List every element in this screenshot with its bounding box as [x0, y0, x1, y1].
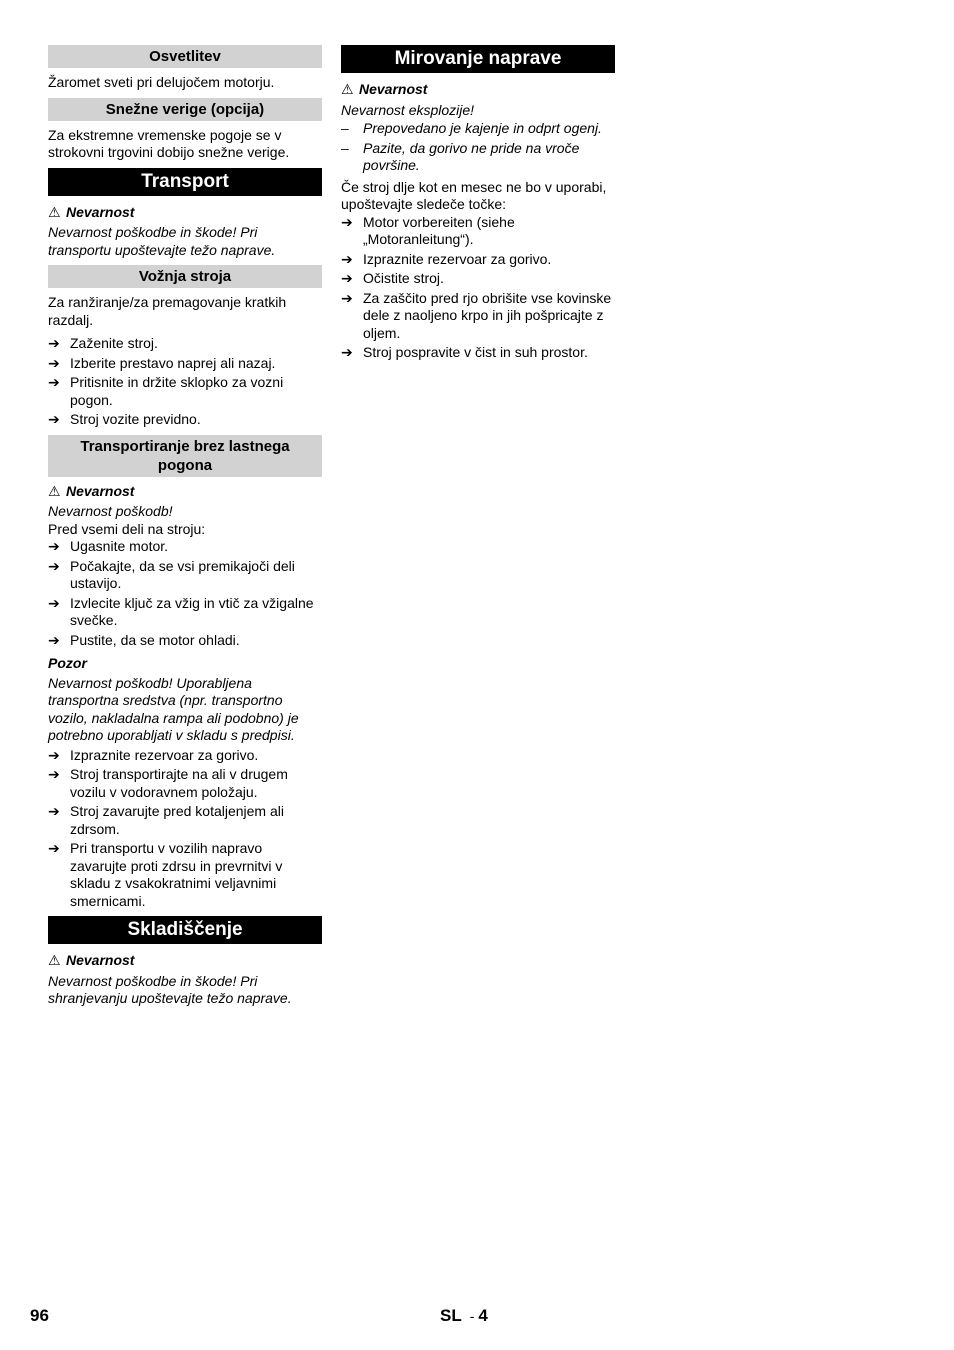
arrow-icon: ➔ [341, 270, 353, 286]
heading-voznja-stroja: Vožnja stroja [48, 265, 322, 288]
warning-label [48, 483, 322, 501]
list-item: ➔ Za zaščito pred rjo obrišite vse kovinske dele z naoljeno krpo in jih pošpricajte z oljem. [341, 289, 612, 341]
arrow-icon: ➔ [48, 594, 60, 611]
list-item: ➔ Ugasnite motor. [48, 538, 169, 554]
warning-text: Nevarnost poškodb! [48, 503, 173, 519]
arrow-icon: ➔ [48, 840, 60, 856]
list-item: – Pazite, da gorivo ne pride na vroče površine. [341, 139, 580, 173]
arrow-icon: ➔ [341, 289, 353, 306]
paragraph-voznja-intro: Za ranžiranje/za premagovanje kratkih razdalj. [48, 294, 287, 328]
list-item: – Prepovedano je kajenje in odprt ogenj. [341, 120, 602, 136]
arrow-icon: ➔ [48, 557, 60, 574]
paragraph-intro: Če stroj dlje kot en mesec ne bo v uporabi, upoštevajte sledeče točke: [341, 178, 607, 212]
warning-label [341, 81, 615, 99]
warning-label [48, 952, 322, 970]
heading-skladiscenje: Skladiščenje [48, 916, 322, 944]
list-item: ➔ Pustite, da se motor ohladi. [48, 631, 240, 648]
list-item: ➔ Motor vorbereiten (siehe „Motoranleitung“). [341, 213, 515, 247]
separator: - [469, 1308, 475, 1324]
list-item: ➔ Izberite prestavo naprej ali nazaj. [48, 354, 276, 371]
dash-bullet: – [341, 139, 349, 156]
left-column [48, 45, 322, 1014]
warning-label [48, 204, 322, 222]
arrow-icon: ➔ [48, 746, 60, 763]
dash-list [341, 120, 615, 175]
warning-label-text: Nevarnost [359, 81, 428, 97]
warning-text: Nevarnost poškodbe in škode! Pri shranjevanju upoštevajte težo naprave. [48, 972, 292, 1006]
heading-osvetlitev: Osvetlitev [48, 45, 322, 68]
warning-icon: ⚠ [48, 482, 61, 499]
warning-label-text: Nevarnost [66, 482, 135, 499]
arrow-icon: ➔ [48, 766, 60, 782]
heading-transport: Transport [48, 168, 322, 196]
warning-text: Nevarnost eksplozije! [341, 101, 475, 118]
step-list-voznja [48, 335, 322, 429]
arrow-icon: ➔ [48, 335, 60, 351]
list-item: ➔ Počakajte, da se vsi premikajoči deli ustavijo. [48, 557, 295, 591]
arrow-icon: ➔ [48, 374, 60, 390]
warning-icon: ⚠ [48, 203, 61, 220]
paragraph-snezne-verige: Za ekstremne vremenske pogoje se v strokovni trgovini dobijo snežne verige. [48, 126, 290, 160]
list-item: ➔ Izvlecite ključ za vžig in vtič za vžigalne svečke. [48, 594, 314, 628]
step-list-preparation [48, 538, 322, 649]
list-item: ➔ Stroj vozite previdno. [48, 411, 201, 427]
heading-transport-brez-pogona: Transportiranje brez lastnega pogona [48, 435, 322, 477]
list-item: ➔ Očistite stroj. [341, 270, 444, 286]
step-list-transport [48, 747, 322, 911]
dash-bullet: – [341, 120, 349, 136]
section-page-number: 4 [478, 1306, 488, 1325]
list-item: ➔ Stroj zavarujte pred kotaljenjem ali zdrsom. [48, 803, 284, 837]
paragraph-osvetlitev: Žaromet sveti pri delujočem motorju. [48, 74, 275, 90]
heading-mirovanje-naprave: Mirovanje naprave [341, 45, 615, 73]
language-page-label [440, 1306, 488, 1326]
language-code: SL [440, 1306, 462, 1325]
heading-snezne-verige: Snežne verige (opcija) [48, 98, 322, 121]
list-item: ➔ Pri transportu v vozilih napravo zavarujte proti zdrsu in prevrnitvi v skladu z vsakokratnimi veljavnimi smernicami. [48, 840, 283, 909]
page-number: 96 [30, 1306, 49, 1325]
arrow-icon: ➔ [48, 411, 60, 427]
arrow-icon: ➔ [341, 344, 353, 360]
warning-label-text: Nevarnost [66, 952, 135, 968]
warning-icon: ⚠ [48, 952, 61, 968]
arrow-icon: ➔ [48, 538, 60, 554]
list-item: ➔ Zaženite stroj. [48, 335, 158, 351]
warning-label-text: Nevarnost [66, 203, 135, 220]
step-list-mirovanje [341, 214, 615, 362]
arrow-icon: ➔ [48, 631, 60, 648]
caution-text: Nevarnost poškodb! Uporabljena transportna sredstva (npr. transportno vozilo, nakladalna rampa ali podobno) je potrebno uporabljati v skladu s predpisi. [48, 674, 299, 743]
list-item: ➔ Izpraznite rezervoar za gorivo. [341, 250, 552, 267]
arrow-icon: ➔ [48, 803, 60, 819]
arrow-icon: ➔ [48, 354, 60, 371]
list-item: ➔ Stroj pospravite v čist in suh prostor. [341, 344, 588, 360]
warning-text: Nevarnost poškodbe in škode! Pri transportu upoštevajte težo naprave. [48, 224, 276, 258]
list-item: ➔ Pritisnite in držite sklopko za vozni pogon. [48, 374, 284, 408]
right-column [341, 45, 615, 368]
arrow-icon: ➔ [341, 213, 353, 230]
list-item: ➔ Izpraznite rezervoar za gorivo. [48, 746, 259, 763]
caution-label: Pozor [48, 655, 87, 671]
warning-icon: ⚠ [341, 81, 354, 97]
paragraph-intro: Pred vsemi deli na stroju: [48, 520, 206, 537]
arrow-icon: ➔ [341, 250, 353, 267]
list-item: ➔ Stroj transportirajte na ali v drugem vozilu v vodoravnem položaju. [48, 766, 288, 800]
